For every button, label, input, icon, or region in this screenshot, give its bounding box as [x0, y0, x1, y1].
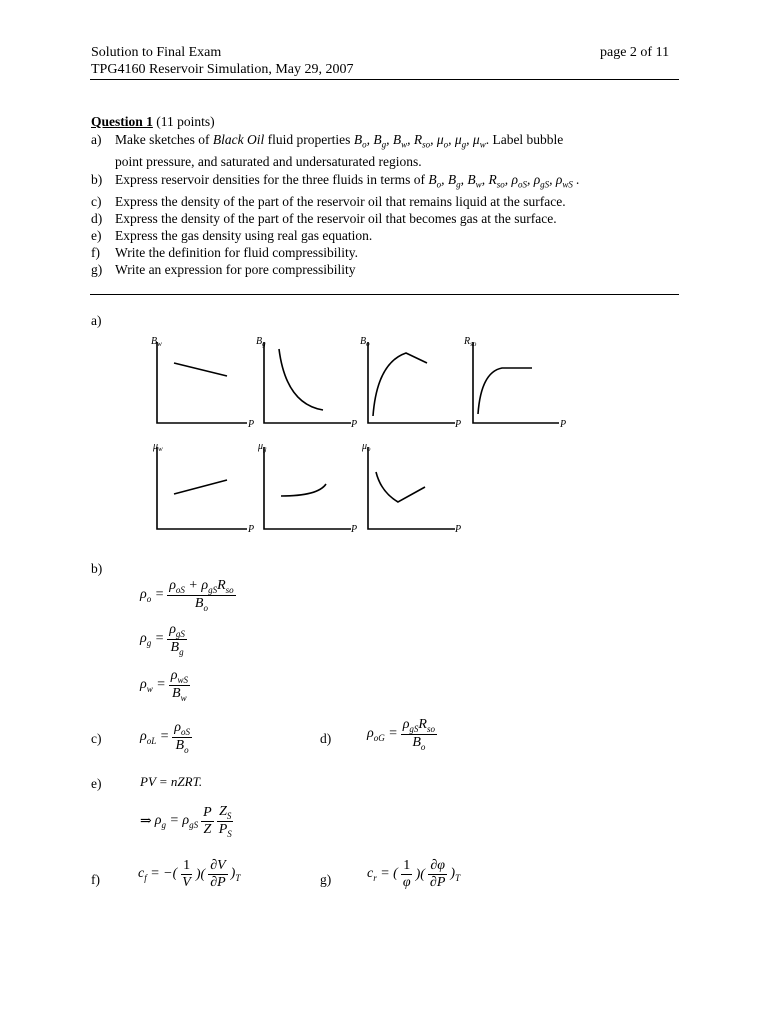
svg-text:P: P	[248, 419, 255, 430]
eq-rho-g-real: ⇒ $\rho_g = \rho_{gS}$ $\frac{P}{Z}$ $\frac{Z_S}{P_S}$	[140, 804, 232, 839]
eq-pore-compressibility: $c_r$ = ( $\frac{1}{\varphi}$ )( $\frac{\partial\varphi}{\partial P}$ )$_T$	[367, 858, 461, 890]
bo-curve	[373, 353, 427, 416]
eq-rho-w: $\rho_w$ = $\frac{\rho_{wS}}{B_w}$	[140, 668, 188, 703]
item-c-label: c)	[91, 194, 102, 209]
svg-text:P: P	[560, 419, 567, 430]
answer-b-label: b)	[91, 561, 103, 576]
item-g-text: Write an expression for pore compressibility	[115, 262, 356, 277]
bw-label: $B_w$	[151, 336, 162, 348]
header-title: Solution to Final Exam	[91, 45, 222, 60]
item-a-label: a)	[91, 132, 102, 147]
bo-label: $B_o$	[360, 336, 370, 348]
bg-curve	[279, 349, 323, 410]
eq-real-gas: PV = nZRT.	[140, 774, 203, 789]
item-a-text-line2: point pressure, and saturated and undersaturated regions.	[115, 154, 422, 169]
svg-text:P: P	[248, 524, 255, 535]
item-f-label: f)	[91, 245, 100, 260]
rso-axes	[473, 342, 559, 423]
item-d-text: Express the density of the part of the reservoir oil that becomes gas at the surface.	[115, 211, 557, 226]
item-b-symbols: $B_o$, $B_g$, $B_w$, $R_{so}$, $\rho_{oS}$, $\rho_{gS}$, $\rho_{wS}$ .	[428, 172, 580, 190]
section-rule	[90, 294, 679, 295]
answer-a-label: a)	[91, 313, 102, 328]
item-d-label: d)	[91, 211, 103, 226]
rso-curve	[478, 368, 532, 414]
item-f-text: Write the definition for fluid compressibility.	[115, 245, 359, 260]
item-b-text: Express reservoir densities for the three fluids in terms of $B_o$, $B_g$, $B_w$, $R_{so}$, $\rho_{oS}$, $\rho_{gS}$, $\rho_{wS}$ .	[115, 172, 580, 190]
answer-e-label: e)	[91, 776, 102, 791]
muw-axes	[157, 447, 247, 529]
rso-label: $R_{so}$	[464, 336, 477, 348]
svg-text:P: P	[351, 524, 358, 535]
eq-fluid-compressibility: $c_f$ = −( $\frac{1}{V}$ )( $\frac{\partial V}{\partial P}$ )$_T$	[138, 858, 241, 890]
bw-curve	[174, 363, 227, 376]
svg-text:P: P	[351, 419, 358, 430]
muo-curve	[376, 472, 425, 502]
answer-g-label: g)	[320, 872, 332, 887]
item-g-label: g)	[91, 262, 103, 277]
svg-text:P: P	[455, 524, 462, 535]
item-e-text: Express the gas density using real gas equation.	[115, 228, 373, 243]
item-a-symbols: $B_o$, $B_g$, $B_w$, $R_{so}$, $\mu_o$, $\mu_g$, $\mu_w$	[353, 132, 486, 150]
mug-label: $\mu_g$	[258, 441, 267, 453]
item-c-text: Express the density of the part of the reservoir oil that remains liquid at the surface.	[115, 194, 566, 209]
item-e-label: e)	[91, 228, 102, 243]
question-heading	[91, 113, 215, 130]
muw-label: $\mu_w$	[153, 441, 163, 453]
question-points: (11 points)	[152, 114, 215, 129]
answer-f-label: f)	[91, 872, 100, 887]
bg-label: $B_g$	[256, 336, 266, 348]
page-number: page 2 of 11	[600, 45, 670, 60]
eq-rho-ol: $\rho_{oL}$ = $\frac{\rho_{oS}}{B_o}$	[140, 720, 190, 755]
mug-axes	[264, 447, 351, 529]
eq-rho-og: $\rho_{oG}$ = $\frac{\rho_{gS}R_{so}}{B_o}$	[367, 717, 435, 752]
muo-label: $\mu_o$	[362, 441, 371, 453]
eq-rho-o: $\rho_o$ = $\frac{\rho_{oS} + \rho_{gS}R_{so}}{B_o}$	[140, 578, 234, 613]
answer-d-label: d)	[320, 731, 332, 746]
item-b-label: b)	[91, 172, 103, 187]
bo-axes	[368, 342, 455, 423]
header-rule	[90, 79, 679, 80]
item-a-text: Make sketches of Black Oil fluid properties $B_o$, $B_g$, $B_w$, $R_{so}$, $\mu_o$, $\mu_g$, $\mu_w$. Label bubble	[115, 132, 564, 150]
answer-c-label: c)	[91, 731, 102, 746]
muw-curve	[174, 480, 227, 494]
fluid-property-sketches	[140, 330, 580, 540]
mug-curve	[281, 484, 326, 496]
eq-rho-g: $\rho_g$ = $\frac{\rho_{gS}}{B_g}$	[140, 622, 185, 657]
header-course: TPG4160 Reservoir Simulation, May 29, 2007	[91, 62, 354, 77]
bg-axes	[264, 342, 351, 423]
svg-text:P: P	[455, 419, 462, 430]
question-title: Question 1	[91, 114, 153, 129]
muo-axes	[368, 447, 455, 529]
bw-axes	[157, 342, 247, 423]
